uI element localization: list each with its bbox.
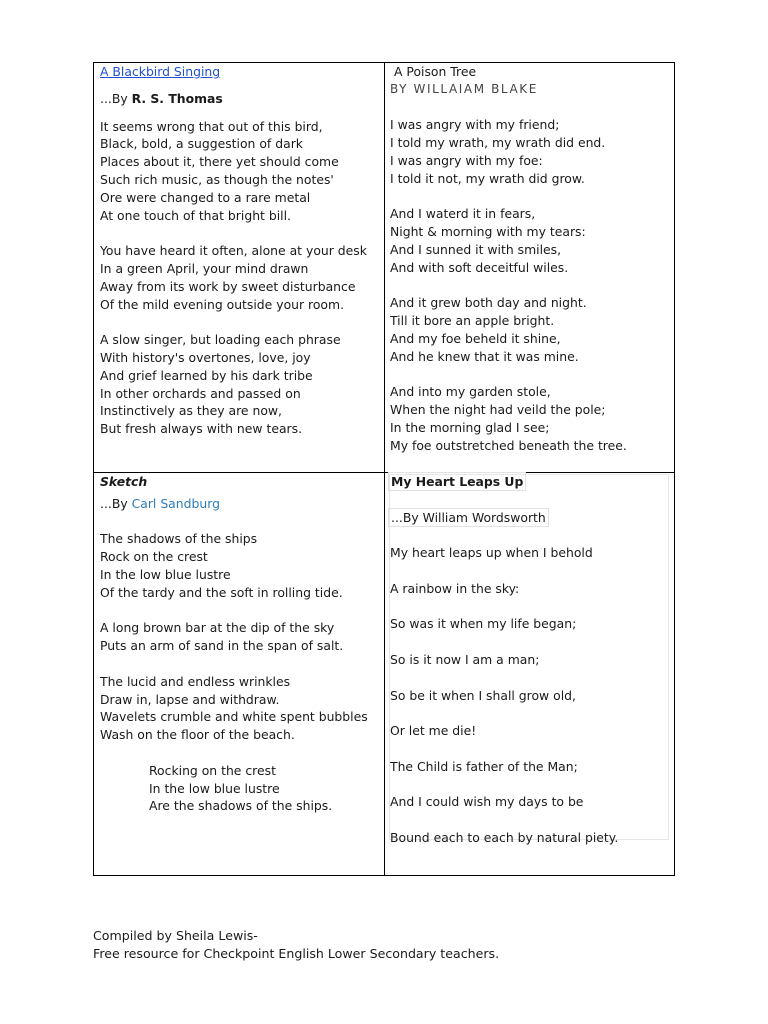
poem-line: The shadows of the ships [100,531,258,547]
poems-table [93,62,675,876]
poem-line: Draw in, lapse and withdraw. [100,691,280,707]
poem-line: Of the mild evening outside your room. [100,296,345,312]
poison-tree-cell [390,63,627,455]
poison-tree-stanza-2 [390,205,627,276]
poem-line: And my foe beheld it shine, [390,330,561,346]
poison-tree-stanza-1 [390,116,627,187]
poem-line: At one touch of that bright bill. [100,207,291,223]
blackbird-title-link[interactable]: A Blackbird Singing [100,64,221,79]
poem-line: Or let me die! [390,723,477,739]
poem-line: And grief learned by his dark tribe [100,367,313,383]
author-name: R. S. Thomas [131,90,223,106]
poem-line: And I could wish my days to be [390,794,584,810]
sketch-cell [100,473,368,815]
heart-leaps-title-row [390,473,618,491]
sketch-stanza-3 [100,673,368,744]
blackbird-cell [100,63,367,438]
poem-line: In a green April, your mind drawn [100,260,309,276]
poison-tree-stanza-3 [390,294,627,365]
poem-line: And with soft deceitful wiles. [390,259,569,275]
poem-line: When the night had veild the pole; [390,402,606,418]
poem-line: So was it when my life began; [390,616,577,632]
sketch-indented-stanza [100,762,368,815]
poem-line: Away from its work by sweet disturbance [100,278,356,294]
poem-line: And into my garden stole, [390,384,551,400]
blackbird-byline [100,90,367,108]
poem-line: And I sunned it with smiles, [390,241,562,257]
poem-line: In other orchards and passed on [100,385,301,401]
poem-line: The Child is father of the Man; [390,758,578,774]
poem-line: I was angry with my foe: [390,152,543,168]
footer [93,927,499,963]
sketch-title: Sketch [100,474,148,489]
poem-line: You have heard it often, alone at your desk [100,243,367,259]
poem-line: A long brown bar at the dip of the sky [100,620,335,636]
poem-line: Ore were changed to a rare metal [100,189,311,205]
heart-leaps-byline: ...By William Wordsworth [391,509,546,525]
poison-tree-stanza-4 [390,383,627,454]
poem-line: And it grew both day and night. [390,295,587,311]
heart-leaps-cell [390,473,618,847]
column-divider [384,63,385,875]
poison-tree-byline: BY WILLAIAM BLAKE [390,81,538,96]
poem-line: Are the shadows of the ships. [149,798,333,814]
heart-leaps-byline-row [390,509,618,527]
poem-line: A slow singer, but loading each phrase [100,332,341,348]
poem-line: In the low blue lustre [149,780,280,796]
sketch-byline [100,495,368,513]
poem-line: In the low blue lustre [100,566,231,582]
author-name: Carl Sandburg [131,495,220,511]
poem-line: So is it now I am a man; [390,651,540,667]
poem-line: I told my wrath, my wrath did end. [390,135,606,151]
sketch-stanza-1 [100,530,368,601]
poem-line: Wavelets crumble and white spent bubbles [100,709,368,725]
poem-line: My heart leaps up when I behold [390,545,593,561]
byline-prefix: ...By [100,495,132,511]
poison-tree-title: A Poison Tree [394,64,477,79]
poem-line: And he knew that it was mine. [390,348,579,364]
poem-line: And I waterd it in fears, [390,206,536,222]
poem-line: Instinctively as they are now, [100,403,282,419]
poem-line: Black, bold, a suggestion of dark [100,136,303,152]
poem-line: With history's overtones, love, joy [100,349,311,365]
sketch-stanza-2 [100,619,368,655]
footer-credit: Compiled by Sheila Lewis- [93,928,258,943]
blackbird-stanza-3 [100,331,367,438]
byline-prefix: ...By [100,90,132,106]
poem-line: Such rich music, as though the notes' [100,171,334,187]
blackbird-stanza-2 [100,242,367,313]
footer-note: Free resource for Checkpoint English Lower Secondary teachers. [93,945,500,961]
poem-line: Rock on the crest [100,549,208,565]
poem-line: So be it when I shall grow old, [390,687,576,703]
poem-line: I was angry with my friend; [390,117,560,133]
poem-line: Bound each to each by natural piety. [390,829,619,845]
poem-line: Of the tardy and the soft in rolling tide. [100,584,343,600]
blackbird-stanza-1 [100,118,367,225]
poem-line: But fresh always with new tears. [100,421,303,437]
heart-leaps-title: My Heart Leaps Up [391,474,524,489]
poem-line: Puts an arm of sand in the span of salt. [100,638,344,654]
poem-line: It seems wrong that out of this bird, [100,118,323,134]
poem-line: Rocking on the crest [149,762,276,778]
poem-line: Wash on the floor of the beach. [100,727,295,743]
poem-line: My foe outstretched beneath the tree. [390,437,627,453]
poem-line: In the morning glad I see; [390,419,550,435]
poem-line: Till it bore an apple bright. [390,313,555,329]
poem-line: Places about it, there yet should come [100,154,339,170]
poem-line: Night & morning with my tears: [390,224,586,240]
poem-line: The lucid and endless wrinkles [100,673,291,689]
poem-line: I told it not, my wrath did grow. [390,170,585,186]
poem-line: A rainbow in the sky: [390,580,520,596]
